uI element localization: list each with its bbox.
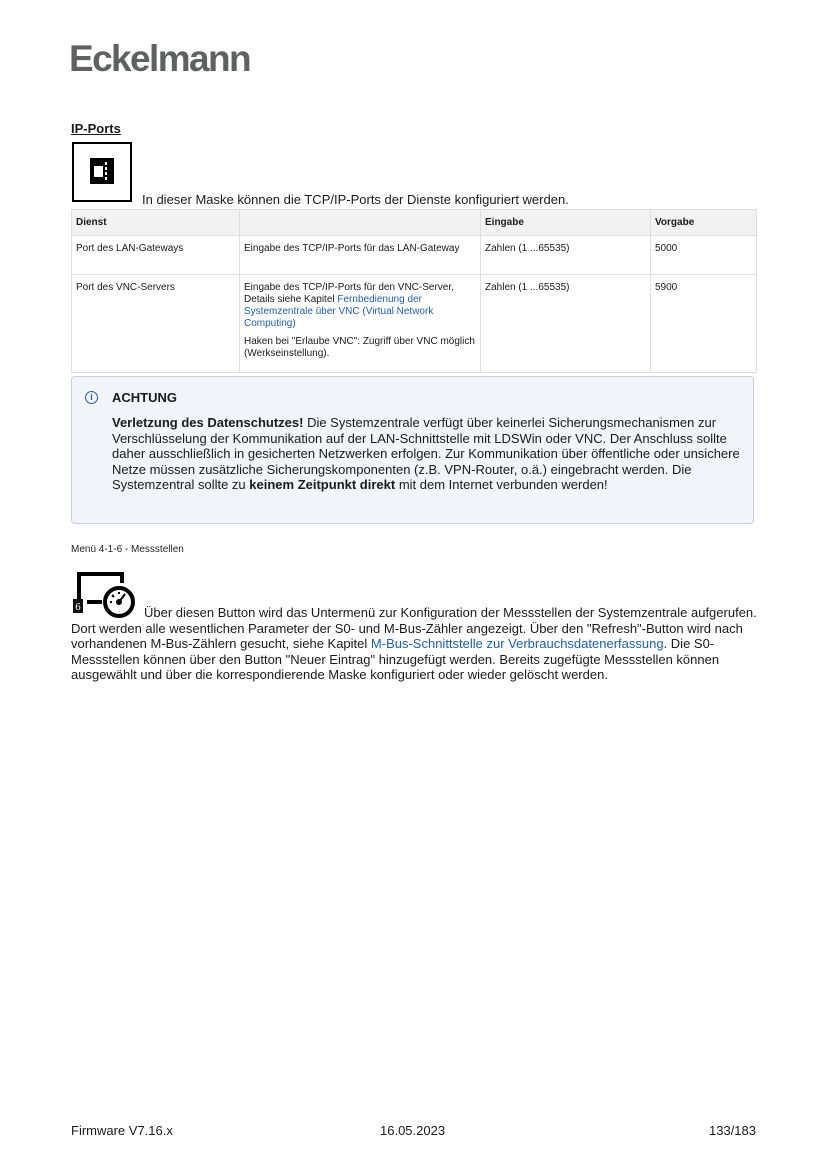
header-beschreibung bbox=[240, 210, 481, 236]
info-icon: i bbox=[85, 391, 98, 404]
notice-emphasis: keinem Zeitpunkt direkt bbox=[249, 477, 396, 492]
cell-beschreibung bbox=[240, 275, 481, 373]
cell-text: Eingabe des TCP/IP-Ports für den VNC-Server, Details siehe Kapitel bbox=[244, 282, 454, 305]
cell-vorgabe: 5900 bbox=[651, 275, 757, 373]
notice-title: ACHTUNG bbox=[112, 390, 177, 405]
header-eingabe: Eingabe bbox=[481, 210, 651, 236]
eckelmann-logo: Eckelmann bbox=[69, 38, 250, 79]
footer-date: 16.05.2023 bbox=[380, 1123, 446, 1138]
section-title: IP-Ports bbox=[71, 121, 121, 136]
ip-ports-table bbox=[71, 209, 757, 373]
notice-emphasis: Verletzung des Datenschutzes! bbox=[112, 415, 304, 430]
cell-dienst: Port des VNC-Servers bbox=[72, 275, 240, 373]
notice-text: Die Systemzentrale verfügt über keinerlei Sicherungsmechanismen zur Verschlüsselung der Kommunikation auf der LAN-Schnittstelle mit LDSWin oder VNC. Der Anschluss sollte daher ausschließlich in gesicherten Netzwerken erfolgen. Zur Kommunikation über öffentliche oder unsichere Netze müssen zusätzliche Sicherungskomponenten (z.B. VPN-Router, o.ä.) eingebracht werden. Die Systemzentral sollte zu bbox=[112, 415, 740, 492]
menu-text: Über diesen Button wird das Untermenü zur Konfiguration der Messstellen der Systemzentrale aufgerufen. Dort werden alle wesentlichen Parameter der S0- und M-Bus-Zähler angezeigt. Über den "Refresh"-Button wird nach vorhandenen M-Bus-Zählern gesucht, siehe Kapitel bbox=[71, 605, 757, 651]
header-dienst: Dienst bbox=[72, 210, 240, 236]
cell-eingabe: Zahlen (1 ...65535) bbox=[481, 236, 651, 275]
footer-firmware: Firmware V7.16.x bbox=[71, 1123, 173, 1138]
table-header-row bbox=[72, 210, 757, 236]
cell-beschreibung: Eingabe des TCP/IP-Ports für das LAN-Gateway bbox=[240, 236, 481, 275]
footer-page-number: 133/183 bbox=[709, 1123, 756, 1138]
menu-description bbox=[71, 605, 761, 683]
section-intro: In dieser Maske können die TCP/IP-Ports der Dienste konfiguriert werden. bbox=[142, 192, 569, 207]
menu-badge-number: 6 bbox=[75, 603, 81, 613]
network-port-icon bbox=[72, 142, 132, 202]
cell-vorgabe: 5000 bbox=[651, 236, 757, 275]
menu-text: . Die S0-Messstellen können über den Button "Neuer Eintrag" hinzugefügt werden. Bereits zugefügte Messstellen können ausgewählt und über die korrespondierende Maske konfiguriert oder wieder gelöscht werden. bbox=[71, 636, 720, 682]
table-row bbox=[72, 236, 757, 275]
cell-dienst: Port des LAN-Gateways bbox=[72, 236, 240, 275]
cell-eingabe: Zahlen (1 ...65535) bbox=[481, 275, 651, 373]
table-row bbox=[72, 275, 757, 373]
vnc-chapter-link[interactable]: Fernbedienung der Systemzentrale über VNC (Virtual Network Computing) bbox=[244, 294, 434, 329]
mbus-chapter-link[interactable]: M-Bus-Schnittstelle zur Verbrauchsdatenerfassung bbox=[370, 636, 664, 651]
notice-body bbox=[112, 415, 748, 493]
warning-notice bbox=[71, 376, 754, 524]
notice-text: mit dem Internet verbunden werden! bbox=[395, 477, 608, 492]
header-vorgabe: Vorgabe bbox=[651, 210, 757, 236]
menu-caption: Menü 4-1-6 - Messstellen bbox=[71, 544, 184, 555]
cell-note: Haken bei "Erlaube VNC": Zugriff über VNC möglich (Werkseinstellung). bbox=[244, 336, 475, 359]
